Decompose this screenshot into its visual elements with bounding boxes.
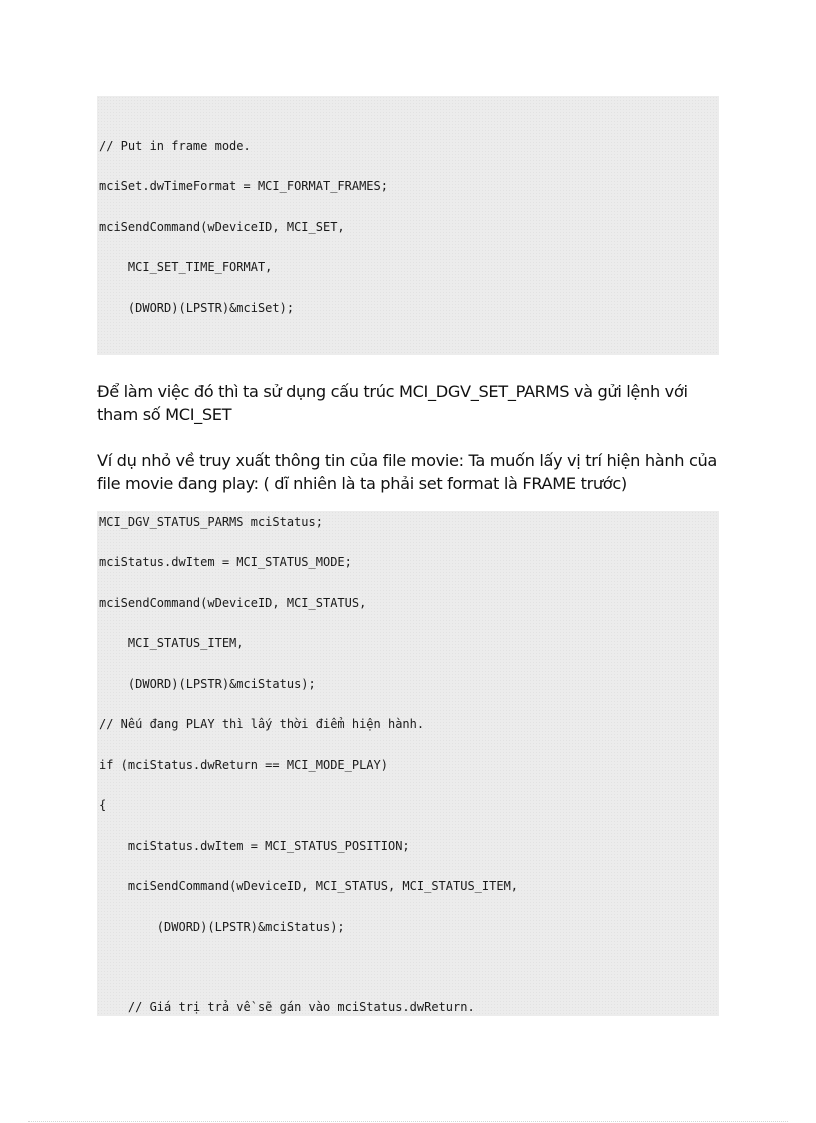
code-line: MCI_SET_TIME_FORMAT, [99, 260, 273, 274]
code-line: mciSendCommand(wDeviceID, MCI_STATUS, [99, 596, 367, 610]
paragraph-line: Ví dụ nhỏ về truy xuất thông tin của file movie: Ta muốn lấy vị trí hiện hành của [97, 451, 717, 470]
code-line: if (mciStatus.dwReturn == MCI_MODE_PLAY) [99, 758, 388, 772]
code-block-status-query [97, 511, 719, 1016]
page-bottom-divider [28, 1121, 788, 1122]
paragraph-line: file movie đang play: ( dĩ nhiên là ta phải set format là FRAME trước) [97, 474, 627, 493]
code-line: (DWORD)(LPSTR)&mciStatus); [99, 920, 345, 934]
paragraph-line: tham số MCI_SET [97, 405, 232, 424]
paragraph-example-intro [97, 449, 727, 495]
code-line: (DWORD)(LPSTR)&mciStatus); [99, 677, 316, 691]
code-comment: // Giá trị trả về sẽ gán vào mciStatus.dwReturn. [99, 1000, 475, 1014]
paragraph-line: Để làm việc đó thì ta sử dụng cấu trúc MCI_DGV_SET_PARMS và gửi lệnh với [97, 382, 688, 401]
code-line: MCI_STATUS_ITEM, [99, 636, 244, 650]
code-comment: // Nếu đang PLAY thì lấy thời điểm hiện hành. [99, 717, 425, 731]
code-line: // Put in frame mode. [99, 139, 251, 153]
code-line: mciSet.dwTimeFormat = MCI_FORMAT_FRAMES; [99, 179, 388, 193]
code-line: MCI_DGV_STATUS_PARMS mciStatus; [99, 515, 323, 529]
code-line: mciStatus.dwItem = MCI_STATUS_POSITION; [99, 839, 410, 853]
code-line: (DWORD)(LPSTR)&mciSet); [99, 301, 295, 315]
paragraph-set-parms [97, 380, 727, 426]
code-line: { [99, 798, 107, 812]
code-line: mciSendCommand(wDeviceID, MCI_SET, [99, 220, 345, 234]
code-block-frame-mode [97, 96, 719, 355]
code-line: mciSendCommand(wDeviceID, MCI_STATUS, MCI_STATUS_ITEM, [99, 879, 519, 893]
code-line: mciStatus.dwItem = MCI_STATUS_MODE; [99, 555, 352, 569]
